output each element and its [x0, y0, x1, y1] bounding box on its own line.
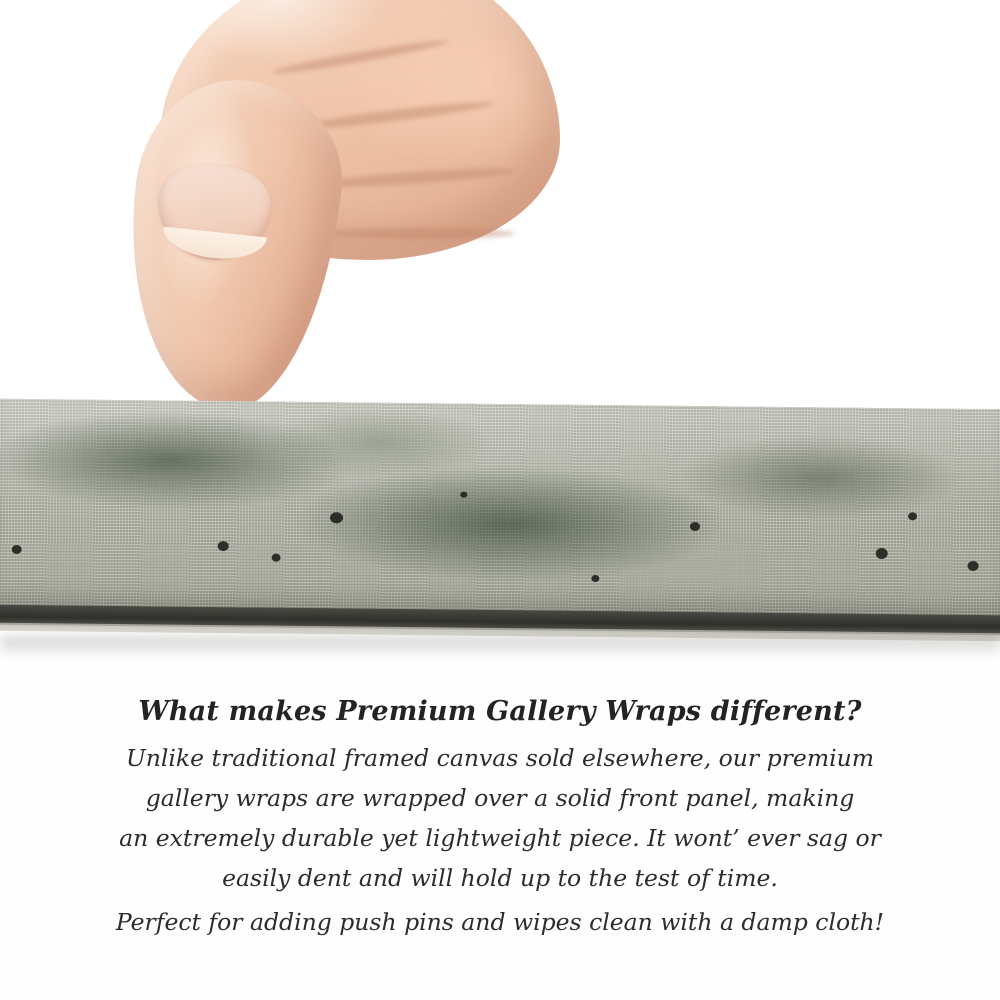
- canvas-speck: [690, 522, 700, 531]
- canvas-speck: [330, 512, 343, 523]
- caption-line-4: easily dent and will hold up to the test of time.: [222, 864, 778, 892]
- canvas-printed-face: [0, 399, 1000, 618]
- canvas-speck: [876, 548, 888, 559]
- canvas-speck: [12, 545, 22, 554]
- panel-drop-shadow: [0, 636, 1000, 658]
- canvas-wrap-panel: [0, 399, 1000, 646]
- canvas-speck: [591, 575, 599, 582]
- caption-heading: What makes Premium Gallery Wraps different?: [138, 696, 862, 727]
- caption-line-5: Perfect for adding push pins and wipes clean with a damp cloth!: [115, 908, 885, 936]
- caption-line-1: Unlike traditional framed canvas sold elsewhere, our premium: [125, 744, 875, 772]
- canvas-speck: [460, 492, 467, 498]
- canvas-speck: [272, 554, 281, 562]
- canvas-speck: [968, 561, 979, 571]
- canvas-speck: [218, 541, 229, 551]
- caption-line-2: gallery wraps are wrapped over a solid front panel, making: [145, 784, 855, 812]
- caption-block: [0, 690, 1000, 942]
- hand-image: [120, 0, 570, 420]
- finger-crease-icon: [325, 228, 515, 239]
- caption-line-3: an extremely durable yet lightweight piece. It wont’ ever sag or: [119, 824, 881, 852]
- canvas-speck: [908, 512, 917, 520]
